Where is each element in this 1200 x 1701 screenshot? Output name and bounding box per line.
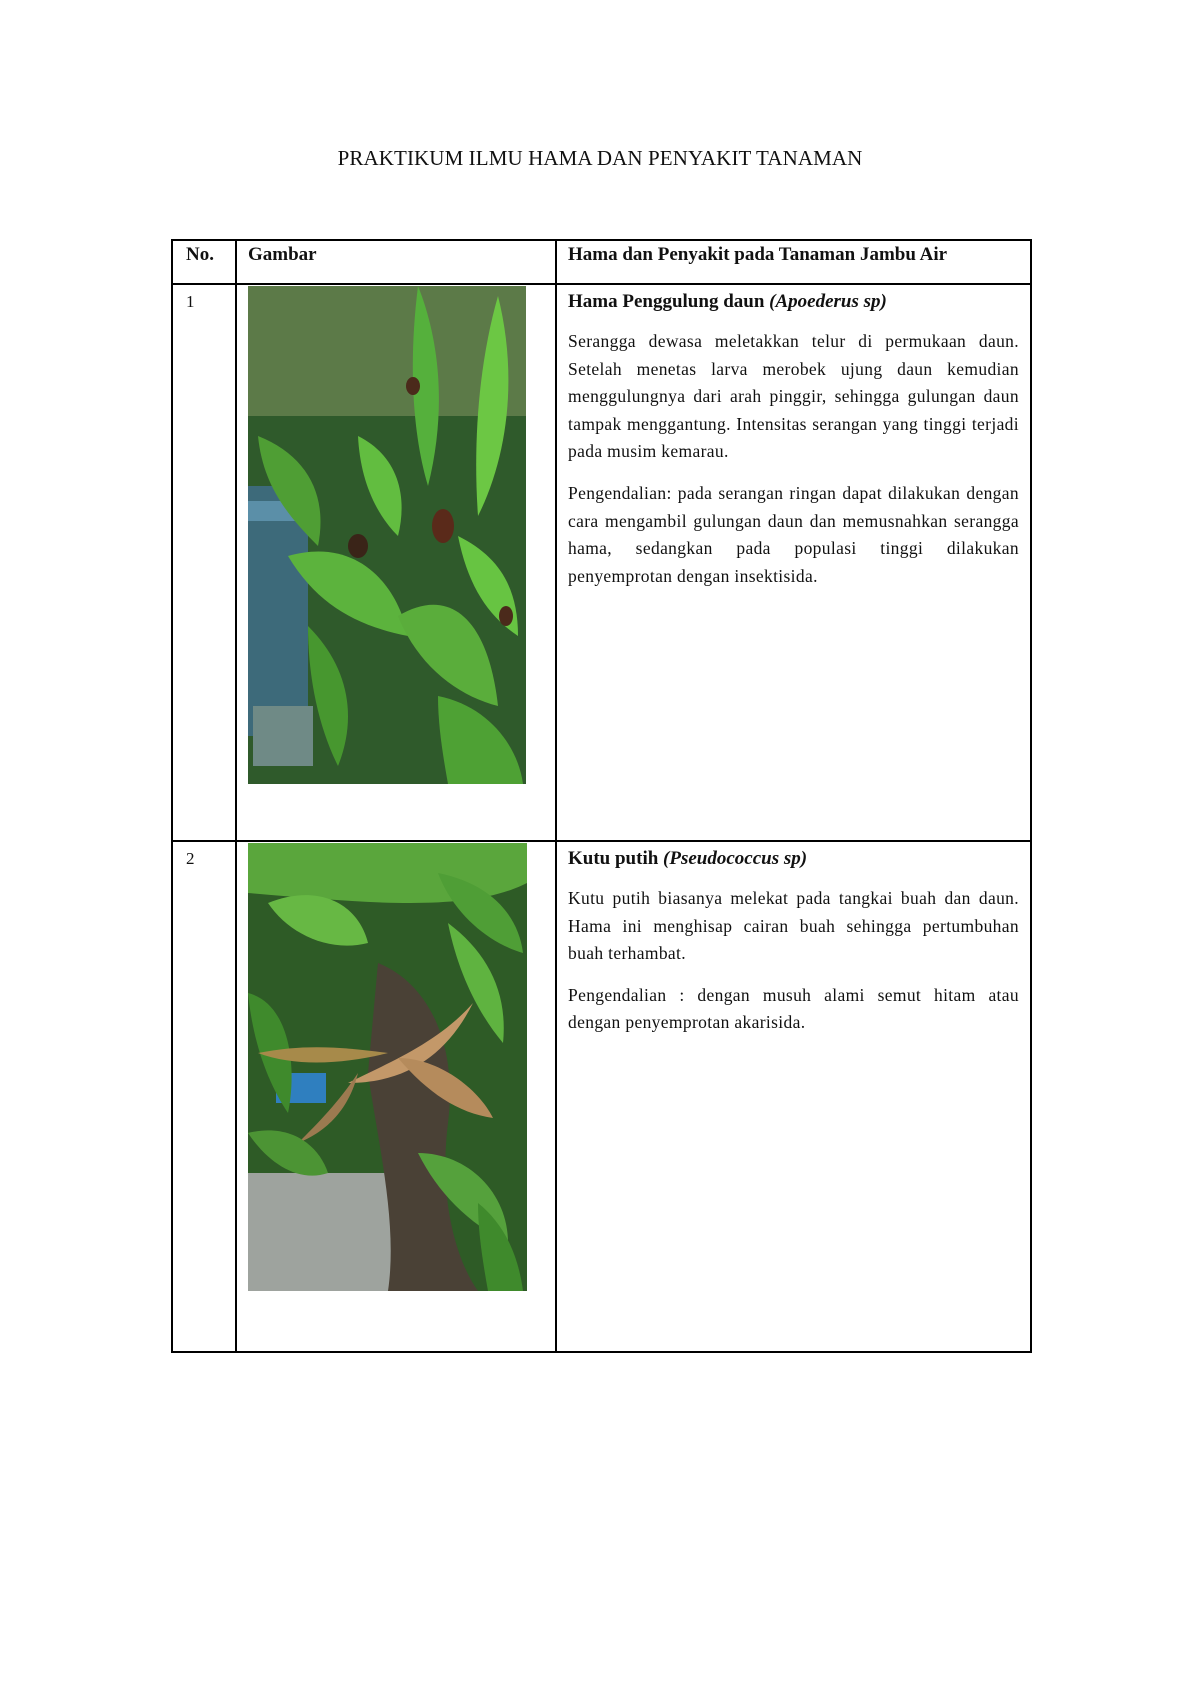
pest-name: Hama Penggulung daun <box>568 291 765 312</box>
control-paragraph: Pengendalian: pada serangan ringan dapat dilakukan dengan cara mengambil gulungan daun dan memusnahkan serangga hama, sedangkan pada populasi tinggi dilakukan penyemprotan dengan insektisida. <box>568 482 1019 586</box>
page-title: PRAKTIKUM ILMU HAMA DAN PENYAKIT TANAMAN <box>337 146 863 170</box>
pest-latin-name: (Apoederus sp) <box>769 291 887 312</box>
image-cell <box>236 841 556 1352</box>
row-number-cell <box>172 284 236 841</box>
header-description: Hama dan Penyakit pada Tanaman Jambu Air <box>556 240 1031 284</box>
pest-heading <box>568 845 1019 872</box>
table-row <box>172 284 1031 841</box>
row-number: 1 <box>186 292 195 311</box>
description-paragraph: Kutu putih biasanya melekat pada tangkai buah dan daun. Hama ini menghisap cairan buah sehingga pertumbuhan buah terhambat. <box>568 888 1019 964</box>
pest-name: Kutu putih <box>568 848 659 869</box>
row-number: 2 <box>186 849 195 868</box>
image-cell <box>236 284 556 841</box>
header-image: Gambar <box>236 240 556 284</box>
mealybug-pest-photo <box>248 843 527 1291</box>
description-paragraph: Serangga dewasa meletakkan telur di permukaan daun. Setelah menetas larva merobek ujung daun kemudian menggulungnya dari arah pinggir, sehingga gulungan daun tampak menggantung. Intensitas serangan yang tinggi terjadi pada musim kemarau. <box>568 331 1019 462</box>
pest-heading <box>568 288 1019 315</box>
pest-table <box>171 239 1032 1353</box>
table-header-row <box>172 240 1031 284</box>
pest-latin-name: (Pseudococcus sp) <box>663 848 808 869</box>
leaf-roller-pest-photo <box>248 286 526 784</box>
header-no: No. <box>172 240 236 284</box>
description-cell <box>556 284 1031 841</box>
control-paragraph: Pengendalian : dengan musuh alami semut hitam atau dengan penyemprotan akarisida. <box>568 984 1019 1033</box>
description-cell <box>556 841 1031 1352</box>
row-number-cell <box>172 841 236 1352</box>
table-row <box>172 841 1031 1352</box>
